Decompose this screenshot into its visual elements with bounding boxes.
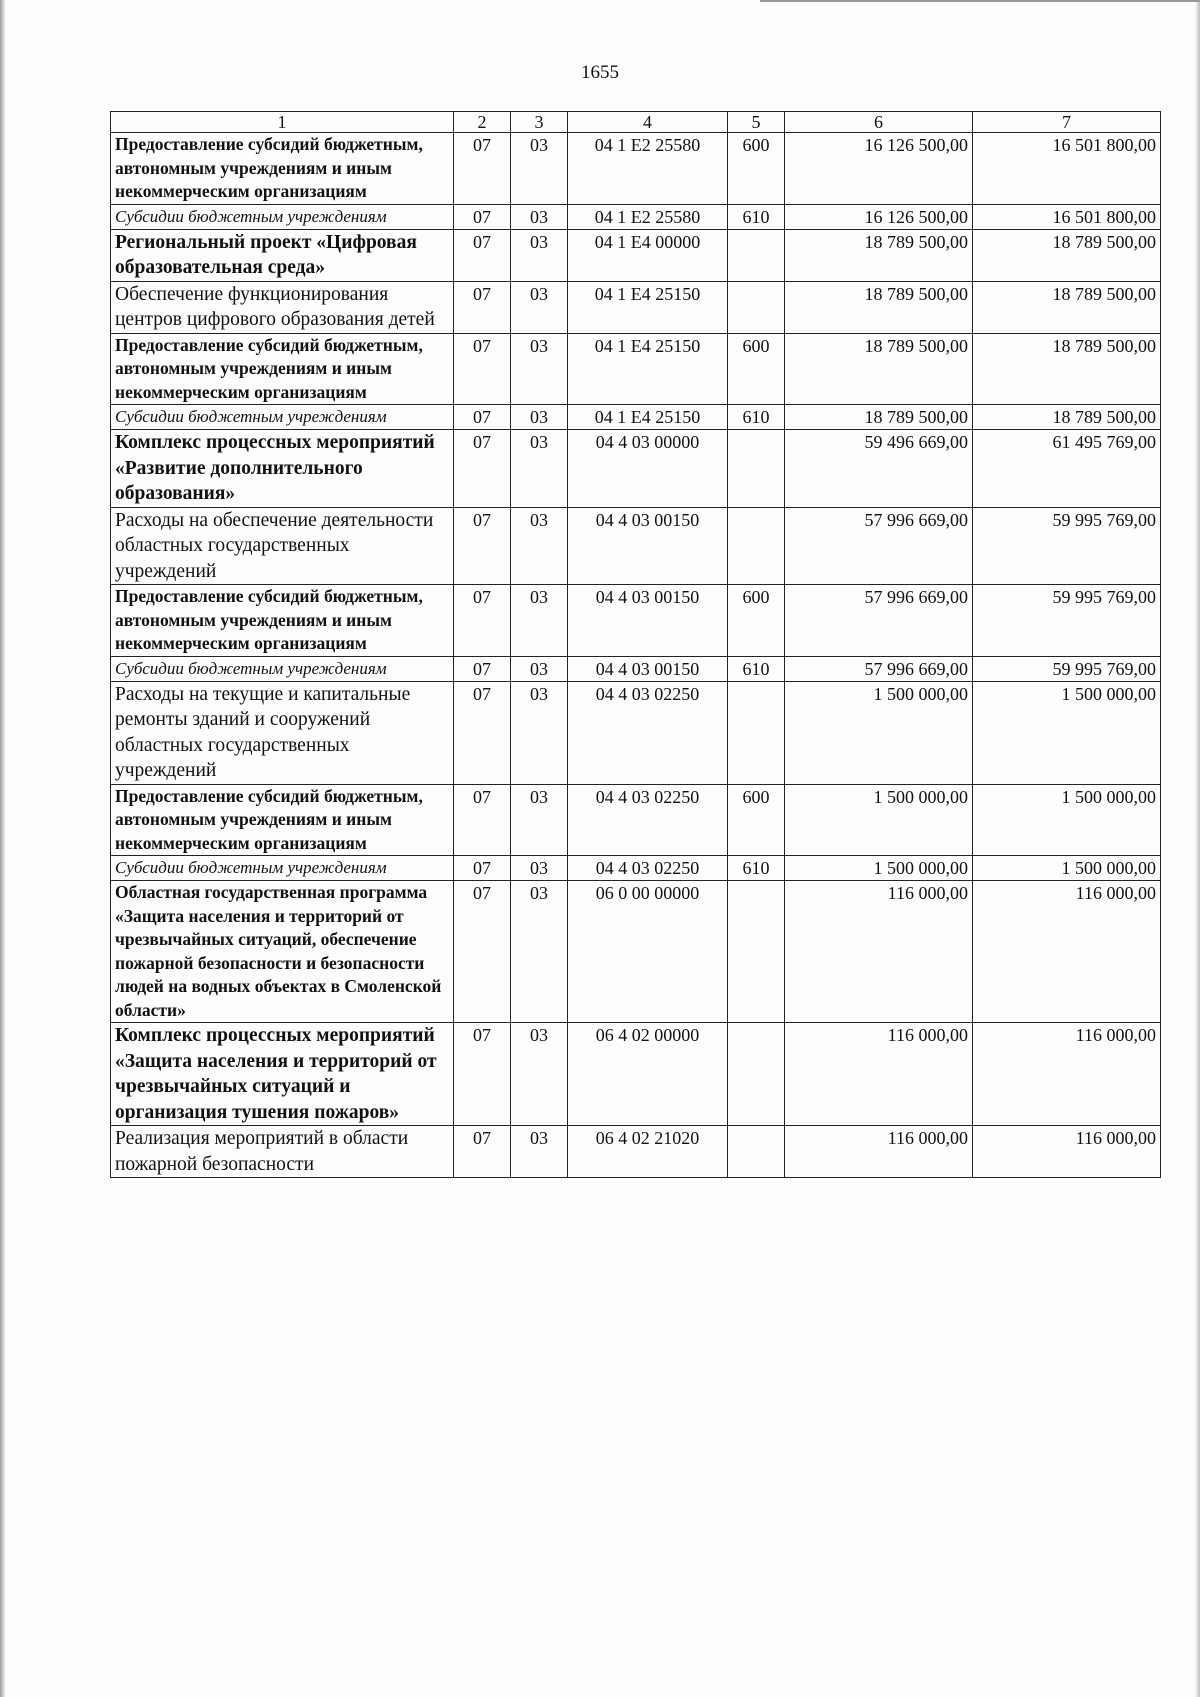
scan-left-edge bbox=[0, 0, 6, 1697]
expense-type-code bbox=[728, 507, 785, 585]
table-row bbox=[111, 881, 1161, 1023]
section-code: 07 bbox=[454, 229, 511, 281]
amount-col-7: 1 500 000,00 bbox=[973, 856, 1161, 881]
amount-col-7: 18 789 500,00 bbox=[973, 281, 1161, 333]
subsection-code: 03 bbox=[511, 229, 568, 281]
table-row bbox=[111, 507, 1161, 585]
amount-col-6: 116 000,00 bbox=[785, 881, 973, 1023]
amount-col-7: 18 789 500,00 bbox=[973, 229, 1161, 281]
target-article-code: 04 4 03 00150 bbox=[568, 585, 728, 657]
amount-col-7: 59 995 769,00 bbox=[973, 507, 1161, 585]
target-article-code: 04 1 E2 25580 bbox=[568, 133, 728, 205]
expense-type-code: 600 bbox=[728, 585, 785, 657]
amount-col-7: 1 500 000,00 bbox=[973, 681, 1161, 784]
table-row bbox=[111, 1126, 1161, 1178]
column-header: 5 bbox=[728, 112, 785, 133]
table-row bbox=[111, 133, 1161, 205]
target-article-code: 04 1 E4 00000 bbox=[568, 229, 728, 281]
table-row bbox=[111, 333, 1161, 405]
table-row bbox=[111, 656, 1161, 681]
section-code: 07 bbox=[454, 1023, 511, 1126]
expense-type-code bbox=[728, 229, 785, 281]
row-name: Региональный проект «Цифровая образовательная среда» bbox=[111, 229, 454, 281]
subsection-code: 03 bbox=[511, 585, 568, 657]
target-article-code: 04 4 03 00000 bbox=[568, 430, 728, 508]
table-header-row bbox=[111, 112, 1161, 133]
amount-col-7: 116 000,00 bbox=[973, 1023, 1161, 1126]
section-code: 07 bbox=[454, 507, 511, 585]
table-row bbox=[111, 405, 1161, 430]
expense-type-code bbox=[728, 430, 785, 508]
table-row bbox=[111, 281, 1161, 333]
subsection-code: 03 bbox=[511, 133, 568, 205]
row-name: Комплекс процессных мероприятий «Защита населения и территорий от чрезвычайных ситуаций и организация тушения пожаров» bbox=[111, 1023, 454, 1126]
column-header: 7 bbox=[973, 112, 1161, 133]
page-number: 1655 bbox=[581, 62, 619, 83]
amount-col-7: 61 495 769,00 bbox=[973, 430, 1161, 508]
subsection-code: 03 bbox=[511, 204, 568, 229]
section-code: 07 bbox=[454, 656, 511, 681]
section-code: 07 bbox=[454, 133, 511, 205]
amount-col-7: 1 500 000,00 bbox=[973, 784, 1161, 856]
amount-col-6: 18 789 500,00 bbox=[785, 281, 973, 333]
expense-type-code: 610 bbox=[728, 405, 785, 430]
section-code: 07 bbox=[454, 881, 511, 1023]
amount-col-7: 116 000,00 bbox=[973, 1126, 1161, 1178]
subsection-code: 03 bbox=[511, 507, 568, 585]
expense-type-code bbox=[728, 1126, 785, 1178]
expense-type-code: 610 bbox=[728, 204, 785, 229]
table-row bbox=[111, 229, 1161, 281]
subsection-code: 03 bbox=[511, 333, 568, 405]
amount-col-6: 59 496 669,00 bbox=[785, 430, 973, 508]
column-header: 3 bbox=[511, 112, 568, 133]
column-header: 2 bbox=[454, 112, 511, 133]
table-row bbox=[111, 430, 1161, 508]
section-code: 07 bbox=[454, 856, 511, 881]
table-row bbox=[111, 856, 1161, 881]
amount-col-6: 16 126 500,00 bbox=[785, 204, 973, 229]
table-row bbox=[111, 585, 1161, 657]
expense-type-code bbox=[728, 1023, 785, 1126]
row-name: Предоставление субсидий бюджетным, автономным учреждениям и иным некоммерческим организациям bbox=[111, 585, 454, 657]
subsection-code: 03 bbox=[511, 1023, 568, 1126]
amount-col-6: 1 500 000,00 bbox=[785, 681, 973, 784]
amount-col-7: 18 789 500,00 bbox=[973, 333, 1161, 405]
amount-col-6: 57 996 669,00 bbox=[785, 507, 973, 585]
section-code: 07 bbox=[454, 1126, 511, 1178]
amount-col-6: 18 789 500,00 bbox=[785, 229, 973, 281]
section-code: 07 bbox=[454, 405, 511, 430]
amount-col-6: 18 789 500,00 bbox=[785, 333, 973, 405]
target-article-code: 04 4 03 02250 bbox=[568, 784, 728, 856]
target-article-code: 06 4 02 21020 bbox=[568, 1126, 728, 1178]
amount-col-6: 16 126 500,00 bbox=[785, 133, 973, 205]
target-article-code: 04 1 E4 25150 bbox=[568, 405, 728, 430]
expense-type-code: 610 bbox=[728, 656, 785, 681]
row-name: Субсидии бюджетным учреждениям bbox=[111, 856, 454, 881]
section-code: 07 bbox=[454, 784, 511, 856]
amount-col-6: 18 789 500,00 bbox=[785, 405, 973, 430]
table-row bbox=[111, 1023, 1161, 1126]
subsection-code: 03 bbox=[511, 881, 568, 1023]
table-row bbox=[111, 681, 1161, 784]
section-code: 07 bbox=[454, 204, 511, 229]
expense-type-code: 600 bbox=[728, 784, 785, 856]
row-name: Предоставление субсидий бюджетным, автономным учреждениям и иным некоммерческим организациям bbox=[111, 133, 454, 205]
target-article-code: 04 4 03 00150 bbox=[568, 656, 728, 681]
target-article-code: 04 4 03 02250 bbox=[568, 681, 728, 784]
subsection-code: 03 bbox=[511, 281, 568, 333]
subsection-code: 03 bbox=[511, 681, 568, 784]
amount-col-7: 16 501 800,00 bbox=[973, 133, 1161, 205]
subsection-code: 03 bbox=[511, 856, 568, 881]
amount-col-6: 116 000,00 bbox=[785, 1023, 973, 1126]
amount-col-6: 57 996 669,00 bbox=[785, 585, 973, 657]
row-name: Реализация мероприятий в области пожарной безопасности bbox=[111, 1126, 454, 1178]
section-code: 07 bbox=[454, 281, 511, 333]
amount-col-7: 18 789 500,00 bbox=[973, 405, 1161, 430]
row-name: Субсидии бюджетным учреждениям bbox=[111, 405, 454, 430]
row-name: Субсидии бюджетным учреждениям bbox=[111, 656, 454, 681]
target-article-code: 06 4 02 00000 bbox=[568, 1023, 728, 1126]
target-article-code: 06 0 00 00000 bbox=[568, 881, 728, 1023]
row-name: Субсидии бюджетным учреждениям bbox=[111, 204, 454, 229]
section-code: 07 bbox=[454, 585, 511, 657]
row-name: Расходы на текущие и капитальные ремонты зданий и сооружений областных государственных учреждений bbox=[111, 681, 454, 784]
column-header: 1 bbox=[111, 112, 454, 133]
expense-type-code bbox=[728, 881, 785, 1023]
scan-right-edge bbox=[1195, 0, 1200, 1697]
expense-type-code: 610 bbox=[728, 856, 785, 881]
amount-col-6: 116 000,00 bbox=[785, 1126, 973, 1178]
section-code: 07 bbox=[454, 681, 511, 784]
column-header: 4 bbox=[568, 112, 728, 133]
column-header: 6 bbox=[785, 112, 973, 133]
subsection-code: 03 bbox=[511, 1126, 568, 1178]
expense-type-code: 600 bbox=[728, 333, 785, 405]
amount-col-6: 1 500 000,00 bbox=[785, 856, 973, 881]
table-row bbox=[111, 784, 1161, 856]
target-article-code: 04 1 E2 25580 bbox=[568, 204, 728, 229]
row-name: Обеспечение функционирования центров цифрового образования детей bbox=[111, 281, 454, 333]
expense-type-code bbox=[728, 681, 785, 784]
amount-col-7: 59 995 769,00 bbox=[973, 585, 1161, 657]
scan-top-edge bbox=[760, 0, 1200, 2]
subsection-code: 03 bbox=[511, 430, 568, 508]
budget-table bbox=[110, 111, 1161, 1178]
amount-col-7: 59 995 769,00 bbox=[973, 656, 1161, 681]
row-name: Областная государственная программа «Защита населения и территорий от чрезвычайных ситуаций, обеспечение пожарной безопасности и безопасности людей на водных объектах в Смоленской области» bbox=[111, 881, 454, 1023]
table-row bbox=[111, 204, 1161, 229]
subsection-code: 03 bbox=[511, 784, 568, 856]
section-code: 07 bbox=[454, 430, 511, 508]
expense-type-code: 600 bbox=[728, 133, 785, 205]
target-article-code: 04 1 E4 25150 bbox=[568, 333, 728, 405]
amount-col-6: 57 996 669,00 bbox=[785, 656, 973, 681]
row-name: Предоставление субсидий бюджетным, автономным учреждениям и иным некоммерческим организациям bbox=[111, 784, 454, 856]
row-name: Предоставление субсидий бюджетным, автономным учреждениям и иным некоммерческим организациям bbox=[111, 333, 454, 405]
target-article-code: 04 4 03 02250 bbox=[568, 856, 728, 881]
section-code: 07 bbox=[454, 333, 511, 405]
subsection-code: 03 bbox=[511, 656, 568, 681]
amount-col-7: 16 501 800,00 bbox=[973, 204, 1161, 229]
subsection-code: 03 bbox=[511, 405, 568, 430]
row-name: Комплекс процессных мероприятий «Развитие дополнительного образования» bbox=[111, 430, 454, 508]
amount-col-6: 1 500 000,00 bbox=[785, 784, 973, 856]
target-article-code: 04 4 03 00150 bbox=[568, 507, 728, 585]
row-name: Расходы на обеспечение деятельности областных государственных учреждений bbox=[111, 507, 454, 585]
expense-type-code bbox=[728, 281, 785, 333]
amount-col-7: 116 000,00 bbox=[973, 881, 1161, 1023]
target-article-code: 04 1 E4 25150 bbox=[568, 281, 728, 333]
